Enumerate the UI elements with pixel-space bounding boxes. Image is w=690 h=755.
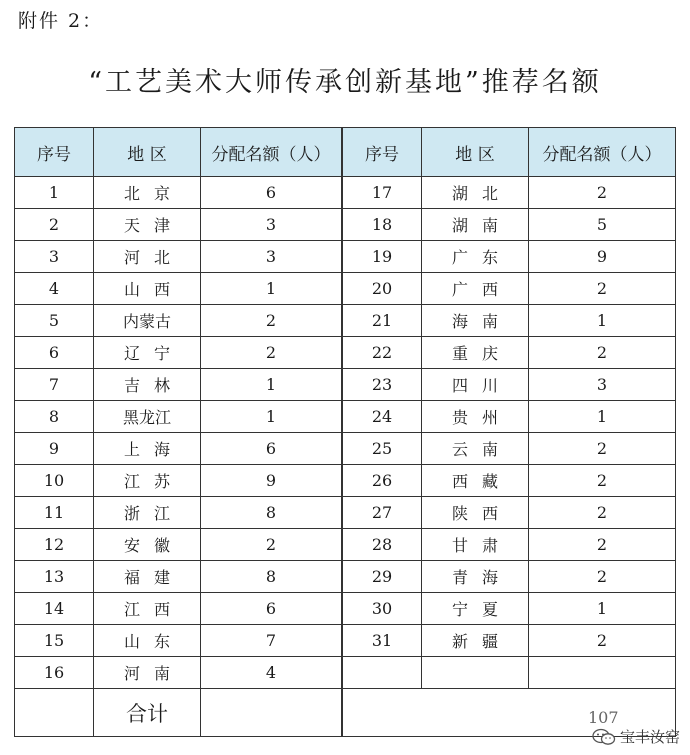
table-row bbox=[15, 369, 342, 401]
cell-quota: 2 bbox=[529, 337, 676, 369]
attachment-label: 附件 2： bbox=[18, 10, 104, 32]
cell-quota: 2 bbox=[529, 625, 676, 657]
cell-no: 7 bbox=[15, 369, 94, 401]
cell-no: 5 bbox=[15, 305, 94, 337]
cell-region: 辽宁 bbox=[94, 337, 201, 369]
table-row bbox=[15, 401, 342, 433]
table-row bbox=[15, 337, 342, 369]
table-row bbox=[343, 433, 676, 465]
cell-quota: 2 bbox=[201, 305, 342, 337]
cell-region: 湖南 bbox=[422, 209, 529, 241]
cell-no: 18 bbox=[343, 209, 422, 241]
table-row bbox=[15, 625, 342, 657]
cell-region: 黑龙江 bbox=[94, 401, 201, 433]
cell-no: 10 bbox=[15, 465, 94, 497]
cell-no: 19 bbox=[343, 241, 422, 273]
cell-no: 14 bbox=[15, 593, 94, 625]
cell-no: 28 bbox=[343, 529, 422, 561]
cell-no: 26 bbox=[343, 465, 422, 497]
cell-quota: 2 bbox=[529, 273, 676, 305]
total-empty-cell bbox=[201, 689, 342, 737]
cell-quota: 6 bbox=[201, 593, 342, 625]
cell-quota bbox=[529, 657, 676, 689]
cell-no: 13 bbox=[15, 561, 94, 593]
table-row bbox=[15, 657, 342, 689]
cell-region: 河南 bbox=[94, 657, 201, 689]
table-row bbox=[343, 561, 676, 593]
table-row bbox=[343, 401, 676, 433]
table-row bbox=[343, 529, 676, 561]
cell-region: 新疆 bbox=[422, 625, 529, 657]
table-row bbox=[343, 593, 676, 625]
cell-quota: 1 bbox=[201, 273, 342, 305]
cell-quota: 1 bbox=[201, 369, 342, 401]
table-row bbox=[343, 209, 676, 241]
quota-table-right bbox=[342, 127, 676, 737]
total-value: 107 bbox=[588, 708, 619, 727]
table-header-row bbox=[15, 128, 342, 177]
watermark-text: 宝丰汝窑 bbox=[619, 728, 680, 746]
quota-table-left bbox=[14, 127, 342, 737]
cell-no: 12 bbox=[15, 529, 94, 561]
cell-quota: 2 bbox=[529, 561, 676, 593]
cell-no: 1 bbox=[15, 177, 94, 209]
cell-no: 29 bbox=[343, 561, 422, 593]
cell-region: 山东 bbox=[94, 625, 201, 657]
watermark bbox=[592, 726, 680, 747]
cell-quota: 2 bbox=[201, 337, 342, 369]
header-no: 序号 bbox=[15, 128, 94, 177]
total-row bbox=[15, 689, 342, 737]
cell-no: 15 bbox=[15, 625, 94, 657]
cell-no: 16 bbox=[15, 657, 94, 689]
cell-quota: 3 bbox=[201, 241, 342, 273]
cell-region: 湖北 bbox=[422, 177, 529, 209]
header-quota: 分配名额（人） bbox=[529, 128, 676, 177]
table-row bbox=[343, 369, 676, 401]
table-row bbox=[15, 561, 342, 593]
cell-region: 内蒙古 bbox=[94, 305, 201, 337]
cell-region: 浙江 bbox=[94, 497, 201, 529]
cell-quota: 6 bbox=[201, 433, 342, 465]
cell-quota: 7 bbox=[201, 625, 342, 657]
cell-region: 天津 bbox=[94, 209, 201, 241]
cell-region: 青海 bbox=[422, 561, 529, 593]
cell-no bbox=[343, 657, 422, 689]
cell-region: 西藏 bbox=[422, 465, 529, 497]
cell-region: 宁夏 bbox=[422, 593, 529, 625]
cell-no: 17 bbox=[343, 177, 422, 209]
cell-quota: 2 bbox=[201, 529, 342, 561]
cell-quota: 6 bbox=[201, 177, 342, 209]
cell-quota: 9 bbox=[529, 241, 676, 273]
cell-region: 云南 bbox=[422, 433, 529, 465]
cell-region: 福建 bbox=[94, 561, 201, 593]
cell-region: 北京 bbox=[94, 177, 201, 209]
cell-region: 河北 bbox=[94, 241, 201, 273]
header-quota: 分配名额（人） bbox=[201, 128, 342, 177]
table-row bbox=[15, 241, 342, 273]
cell-quota: 1 bbox=[529, 305, 676, 337]
wechat-icon bbox=[592, 728, 616, 746]
total-empty-cell bbox=[15, 689, 94, 737]
cell-no: 2 bbox=[15, 209, 94, 241]
table-row bbox=[15, 177, 342, 209]
document-title: “工艺美术大师传承创新基地”推荐名额 bbox=[88, 67, 602, 98]
table-row bbox=[343, 465, 676, 497]
cell-quota: 5 bbox=[529, 209, 676, 241]
cell-quota: 1 bbox=[201, 401, 342, 433]
cell-region: 陕西 bbox=[422, 497, 529, 529]
cell-region: 山西 bbox=[94, 273, 201, 305]
table-row bbox=[15, 593, 342, 625]
cell-quota: 2 bbox=[529, 465, 676, 497]
cell-quota: 9 bbox=[201, 465, 342, 497]
cell-no: 9 bbox=[15, 433, 94, 465]
table-row bbox=[15, 209, 342, 241]
cell-quota: 1 bbox=[529, 401, 676, 433]
cell-region: 上海 bbox=[94, 433, 201, 465]
cell-quota: 2 bbox=[529, 529, 676, 561]
cell-region: 安徽 bbox=[94, 529, 201, 561]
cell-no: 23 bbox=[343, 369, 422, 401]
table-row bbox=[15, 273, 342, 305]
cell-quota: 8 bbox=[201, 497, 342, 529]
header-no: 序号 bbox=[343, 128, 422, 177]
cell-quota: 2 bbox=[529, 497, 676, 529]
cell-no: 31 bbox=[343, 625, 422, 657]
cell-no: 11 bbox=[15, 497, 94, 529]
cell-no: 3 bbox=[15, 241, 94, 273]
cell-no: 8 bbox=[15, 401, 94, 433]
cell-quota: 2 bbox=[529, 177, 676, 209]
cell-region: 广东 bbox=[422, 241, 529, 273]
cell-no: 30 bbox=[343, 593, 422, 625]
cell-region: 四川 bbox=[422, 369, 529, 401]
cell-no: 27 bbox=[343, 497, 422, 529]
cell-region: 海南 bbox=[422, 305, 529, 337]
table-row bbox=[343, 337, 676, 369]
table-row bbox=[343, 625, 676, 657]
cell-region: 甘肃 bbox=[422, 529, 529, 561]
cell-region: 重庆 bbox=[422, 337, 529, 369]
table-row bbox=[15, 529, 342, 561]
table-row bbox=[343, 273, 676, 305]
cell-quota: 3 bbox=[201, 209, 342, 241]
cell-region: 江西 bbox=[94, 593, 201, 625]
cell-region: 广西 bbox=[422, 273, 529, 305]
cell-quota: 1 bbox=[529, 593, 676, 625]
cell-region: 吉林 bbox=[94, 369, 201, 401]
cell-quota: 8 bbox=[201, 561, 342, 593]
table-row bbox=[15, 433, 342, 465]
cell-region bbox=[422, 657, 529, 689]
cell-quota: 3 bbox=[529, 369, 676, 401]
cell-no: 24 bbox=[343, 401, 422, 433]
table-row bbox=[343, 657, 676, 689]
cell-no: 6 bbox=[15, 337, 94, 369]
cell-no: 22 bbox=[343, 337, 422, 369]
cell-quota: 4 bbox=[201, 657, 342, 689]
table-header-row bbox=[343, 128, 676, 177]
cell-no: 21 bbox=[343, 305, 422, 337]
cell-quota: 2 bbox=[529, 433, 676, 465]
table-row bbox=[343, 305, 676, 337]
header-region: 地 区 bbox=[422, 128, 529, 177]
table-row bbox=[343, 241, 676, 273]
cell-no: 20 bbox=[343, 273, 422, 305]
table-row bbox=[15, 305, 342, 337]
cell-no: 4 bbox=[15, 273, 94, 305]
table-row bbox=[343, 177, 676, 209]
total-label: 合计 bbox=[94, 689, 201, 737]
table-row bbox=[15, 465, 342, 497]
cell-no: 25 bbox=[343, 433, 422, 465]
cell-region: 江苏 bbox=[94, 465, 201, 497]
cell-region: 贵州 bbox=[422, 401, 529, 433]
table-row bbox=[15, 497, 342, 529]
table-row bbox=[343, 497, 676, 529]
header-region: 地 区 bbox=[94, 128, 201, 177]
